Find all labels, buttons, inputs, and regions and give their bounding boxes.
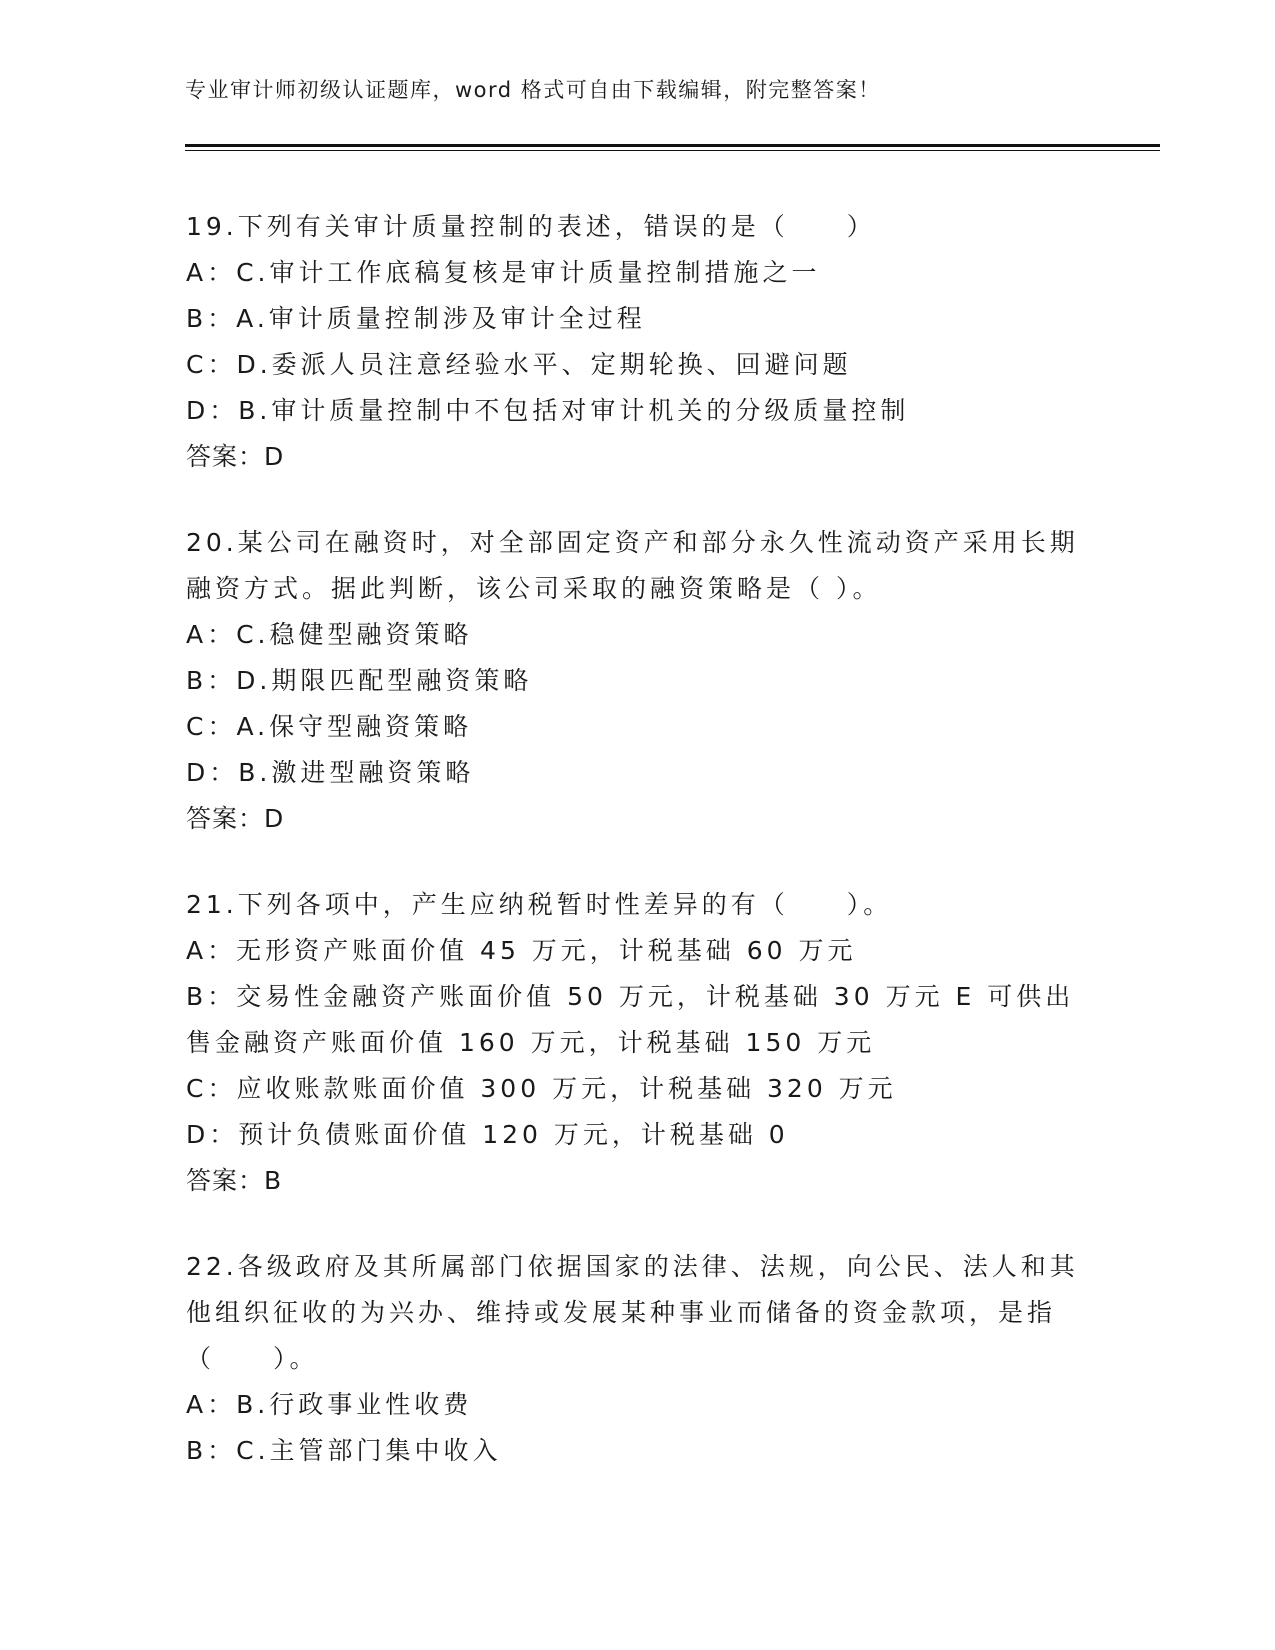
question-21 <box>186 882 1086 1204</box>
option-a: A：无形资产账面价值 45 万元，计税基础 60 万元 <box>186 936 857 965</box>
answer: 答案：D <box>186 804 285 833</box>
header-rule-thin <box>185 150 1160 151</box>
option-b: B：A.审计质量控制涉及审计全过程 <box>186 304 646 333</box>
question-text: 20.某公司在融资时，对全部固定资产和部分永久性流动资产采用长期融资方式。据此判断，该公司采取的融资策略是（ ）。 <box>186 528 1079 603</box>
question-text: 22.各级政府及其所属部门依据国家的法律、法规，向公民、法人和其他组织征收的为兴办、维持或发展某种事业而储备的资金款项，是指（ ）。 <box>186 1252 1079 1373</box>
answer: 答案：D <box>186 442 285 471</box>
option-b: B：交易性金融资产账面价值 50 万元，计税基础 30 万元 E 可供出售金融资产账面价值 160 万元，计税基础 150 万元 <box>186 982 1075 1057</box>
option-b: B：D.期限匹配型融资策略 <box>186 666 533 695</box>
option-a: A：C.稳健型融资策略 <box>186 620 473 649</box>
page-header: 专业审计师初级认证题库，word 格式可自由下载编辑，附完整答案！ <box>185 78 881 102</box>
option-c: C：应收账款账面价值 300 万元，计税基础 320 万元 <box>186 1074 897 1103</box>
question-22 <box>186 1244 1086 1474</box>
option-a: A：C.审计工作底稿复核是审计质量控制措施之一 <box>186 258 821 287</box>
question-list <box>186 204 1086 1514</box>
option-c: C：A.保守型融资策略 <box>186 712 473 741</box>
question-text: 19.下列有关审计质量控制的表述，错误的是（ ） <box>186 212 876 241</box>
header-rule-thick <box>185 144 1160 147</box>
question-19 <box>186 204 1086 480</box>
question-20 <box>186 520 1086 842</box>
option-c: C：D.委派人员注意经验水平、定期轮换、回避问题 <box>186 350 852 379</box>
option-d: D：预计负债账面价值 120 万元，计税基础 0 <box>186 1120 789 1149</box>
option-a: A：B.行政事业性收费 <box>186 1390 473 1419</box>
answer: 答案：B <box>186 1166 283 1195</box>
question-text: 21.下列各项中，产生应纳税暂时性差异的有（ ）。 <box>186 890 893 919</box>
option-b: B：C.主管部门集中收入 <box>186 1436 502 1465</box>
option-d: D：B.激进型融资策略 <box>186 758 475 787</box>
option-d: D：B.审计质量控制中不包括对审计机关的分级质量控制 <box>186 396 910 425</box>
